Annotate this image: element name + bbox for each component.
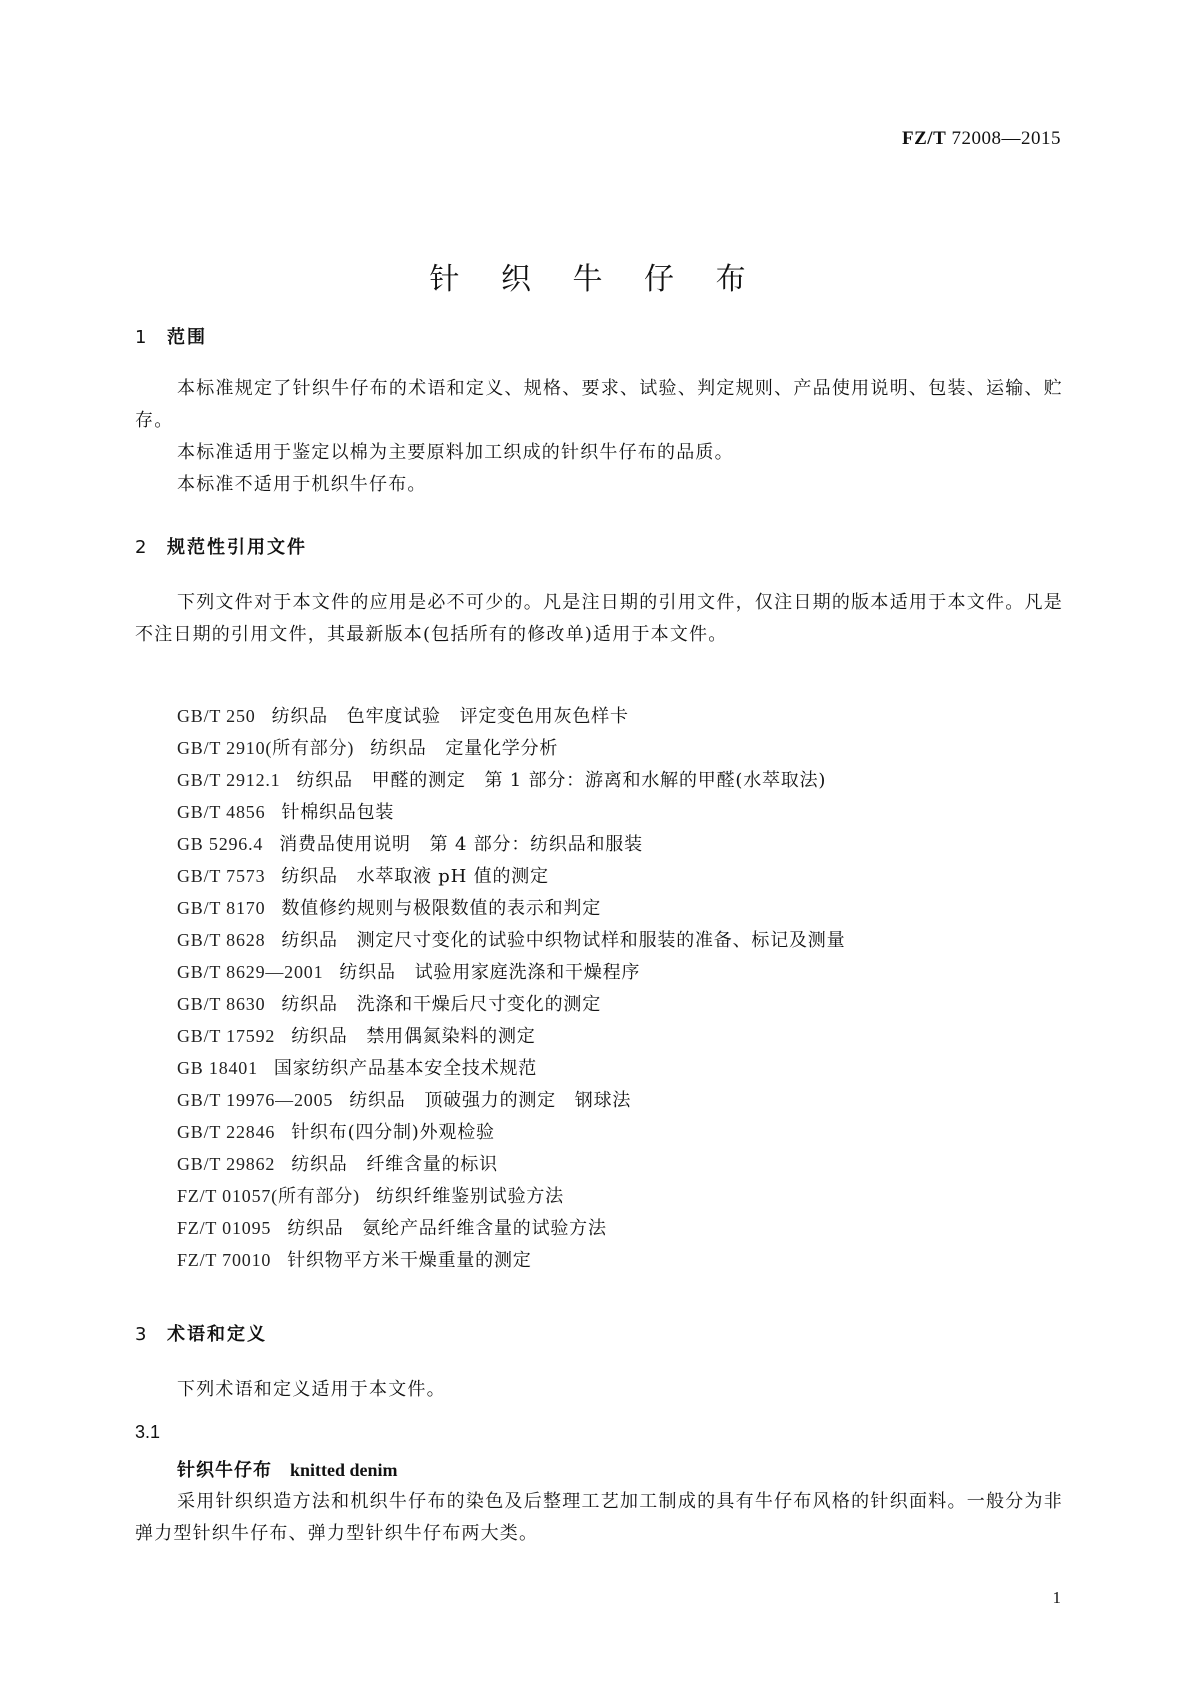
reference-title: 纺织品 测定尺寸变化的试验中织物试样和服装的准备、标记及测量 — [281, 930, 846, 951]
section-number: 1 — [135, 327, 147, 348]
terms-intro-paragraph: 下列术语和定义适用于本文件。 — [177, 1379, 446, 1400]
reference-item — [177, 700, 845, 732]
term-definition: 采用针织织造方法和机织牛仔布的染色及后整理工艺加工制成的具有牛仔布风格的针织面料。一般分为非弹力型针织牛仔布、弹力型针织牛仔布两大类。 — [135, 1491, 1063, 1544]
reference-item — [177, 1116, 845, 1148]
reference-item — [177, 1212, 845, 1244]
reference-item — [177, 764, 845, 796]
reference-title: 针织物平方米干燥重量的测定 — [287, 1250, 532, 1271]
section-title: 范围 — [167, 327, 207, 348]
reference-item — [177, 988, 845, 1020]
reference-item — [177, 1052, 845, 1084]
reference-item — [177, 1084, 845, 1116]
section-number: 3 — [135, 1324, 147, 1345]
section-2-heading — [135, 533, 307, 559]
reference-code: GB/T 2912.1 — [177, 770, 281, 790]
reference-item — [177, 924, 845, 956]
reference-title: 国家纺织产品基本安全技术规范 — [273, 1058, 538, 1079]
reference-title: 消费品使用说明 第 4 部分：纺织品和服装 — [279, 834, 643, 855]
scope-paragraph-1: 本标准规定了针织牛仔布的术语和定义、规格、要求、试验、判定规则、产品使用说明、包装、运输、贮存。 — [135, 378, 1063, 431]
term-name-english: knitted denim — [290, 1460, 398, 1480]
reference-list — [177, 700, 845, 1276]
reference-title: 数值修约规则与极限数值的表示和判定 — [281, 898, 601, 919]
reference-item — [177, 732, 845, 764]
reference-title: 纺织品 洗涤和干燥后尺寸变化的测定 — [281, 994, 601, 1015]
reference-code: GB 18401 — [177, 1058, 258, 1078]
reference-code: GB/T 22846 — [177, 1122, 276, 1142]
term-name-chinese: 针织牛仔布 — [177, 1460, 272, 1481]
reference-item — [177, 1244, 845, 1276]
term-name — [177, 1454, 398, 1487]
normative-references-intro: 下列文件对于本文件的应用是必不可少的。凡是注日期的引用文件，仅注日期的版本适用于本文件。凡是不注日期的引用文件，其最新版本(包括所有的修改单)适用于本文件。 — [135, 592, 1063, 645]
reference-item — [177, 1180, 845, 1212]
reference-code: GB/T 8630 — [177, 994, 266, 1014]
reference-code: GB/T 8629—2001 — [177, 962, 324, 982]
reference-code: GB/T 19976—2005 — [177, 1090, 334, 1110]
reference-title: 纺织品 定量化学分析 — [370, 738, 559, 759]
reference-code: FZ/T 70010 — [177, 1250, 272, 1270]
reference-title: 针织布(四分制)外观检验 — [291, 1122, 495, 1143]
page-number: 1 — [1052, 1588, 1061, 1607]
scope-paragraph-2: 本标准适用于鉴定以棉为主要原料加工织成的针织牛仔布的品质。 — [177, 442, 734, 463]
document-title: 针 织 牛 仔 布 — [429, 262, 762, 298]
reference-title: 纺织纤维鉴别试验方法 — [375, 1186, 564, 1207]
section-title: 规范性引用文件 — [167, 537, 307, 558]
reference-code: GB/T 17592 — [177, 1026, 276, 1046]
reference-title: 针棉织品包装 — [281, 802, 395, 823]
reference-item — [177, 828, 845, 860]
reference-item — [177, 892, 845, 924]
reference-title: 纺织品 水萃取液 pH 值的测定 — [281, 866, 549, 887]
reference-item — [177, 1020, 845, 1052]
reference-title: 纺织品 试验用家庭洗涤和干燥程序 — [339, 962, 641, 983]
reference-item — [177, 796, 845, 828]
section-title: 术语和定义 — [167, 1324, 267, 1345]
reference-title: 纺织品 纤维含量的标识 — [291, 1154, 498, 1175]
document-code-prefix: FZ/T — [902, 128, 947, 149]
reference-code: GB/T 8170 — [177, 898, 266, 918]
scope-paragraph-3: 本标准不适用于机织牛仔布。 — [177, 474, 427, 495]
reference-code: GB/T 2910(所有部分) — [177, 738, 355, 758]
reference-code: GB/T 8628 — [177, 930, 266, 950]
reference-code: FZ/T 01095 — [177, 1218, 272, 1238]
reference-code: GB/T 4856 — [177, 802, 266, 822]
reference-title: 纺织品 禁用偶氮染料的测定 — [291, 1026, 536, 1047]
reference-title: 纺织品 甲醛的测定 第 1 部分：游离和水解的甲醛(水萃取法) — [296, 770, 827, 791]
section-3-heading — [135, 1320, 267, 1346]
reference-code: GB/T 250 — [177, 706, 256, 726]
reference-title: 纺织品 顶破强力的测定 钢球法 — [349, 1090, 632, 1111]
reference-code: GB 5296.4 — [177, 834, 264, 854]
document-code — [902, 128, 1061, 150]
reference-item — [177, 860, 845, 892]
section-1-heading — [135, 323, 207, 349]
reference-item — [177, 1148, 845, 1180]
reference-item — [177, 956, 845, 988]
reference-code: GB/T 29862 — [177, 1154, 276, 1174]
reference-code: GB/T 7573 — [177, 866, 266, 886]
reference-title: 纺织品 色牢度试验 评定变色用灰色样卡 — [271, 706, 629, 727]
section-number: 2 — [135, 537, 147, 558]
term-number: 3.1 — [135, 1422, 161, 1442]
document-code-number: 72008—2015 — [946, 128, 1061, 149]
reference-title: 纺织品 氨纶产品纤维含量的试验方法 — [287, 1218, 607, 1239]
reference-code: FZ/T 01057(所有部分) — [177, 1186, 360, 1206]
